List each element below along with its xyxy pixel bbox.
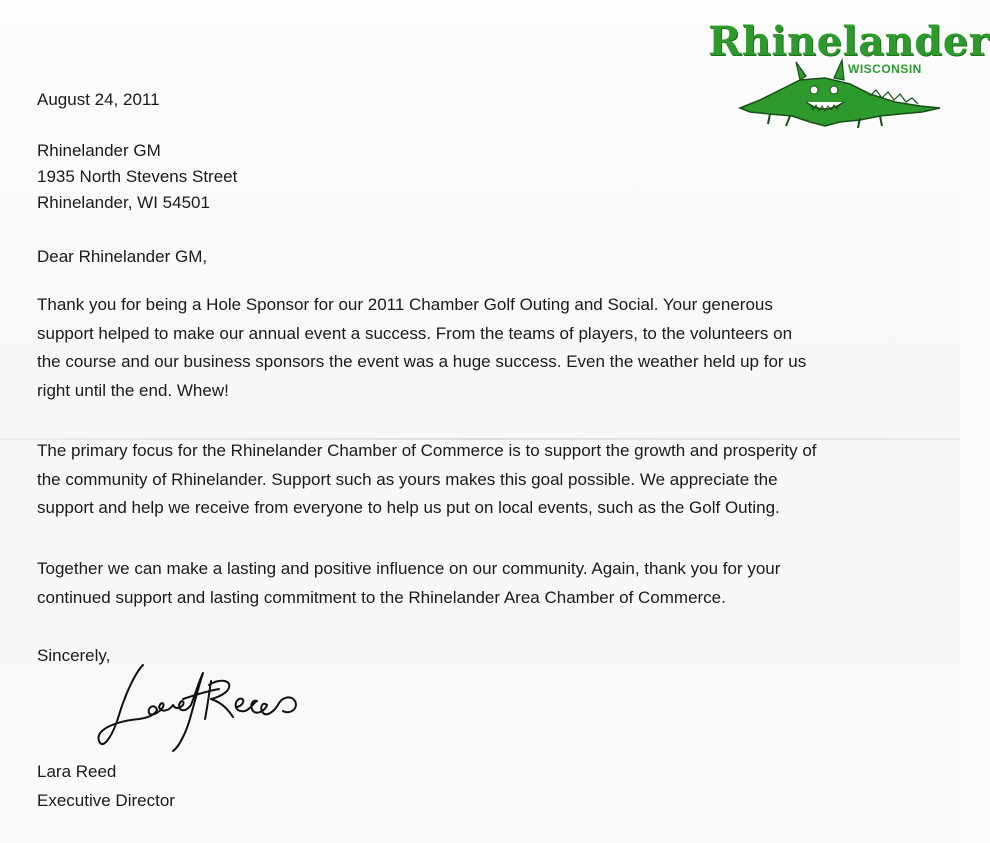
recipient-street: 1935 North Stevens Street bbox=[37, 167, 238, 186]
paragraph-line: Together we can make a lasting and positive influence on our community. Again, thank you for your bbox=[37, 559, 781, 578]
handwritten-signature bbox=[95, 655, 305, 760]
salutation: Dear Rhinelander GM, bbox=[37, 247, 208, 266]
paragraph-2 bbox=[37, 437, 817, 523]
recipient-city: Rhinelander, WI 54501 bbox=[37, 193, 210, 212]
recipient-name: Rhinelander GM bbox=[37, 141, 161, 160]
paragraph-line: support and help we receive from everyone to help us put on local events, such as the Golf Outing. bbox=[37, 498, 780, 517]
closing: Sincerely, bbox=[37, 646, 111, 665]
paragraph-line: support helped to make our annual event a success. From the teams of players, to the volunteers on bbox=[37, 323, 793, 343]
paragraph-line: the course and our business sponsors the event was a huge success. Even the weather held up for us bbox=[37, 352, 807, 371]
logo-name: Rhinelander bbox=[708, 18, 990, 65]
paragraph-3 bbox=[37, 555, 780, 612]
letterhead-logo bbox=[700, 18, 990, 130]
paragraph-line: The primary focus for the Rhinelander Chamber of Commerce is to support the growth and prosperity of bbox=[37, 441, 817, 460]
paragraph-1 bbox=[37, 291, 806, 405]
hodag-mascot-icon bbox=[730, 50, 945, 130]
signer-name: Lara Reed bbox=[37, 762, 117, 781]
paragraph-line: continued support and lasting commitment to the Rhinelander Area Chamber of Commerce. bbox=[37, 587, 726, 607]
paragraph-line: right until the end. Whew! bbox=[37, 380, 229, 400]
logo-state: WISCONSIN bbox=[848, 62, 922, 76]
signer-title: Executive Director bbox=[37, 791, 175, 810]
paragraph-line: Thank you for being a Hole Sponsor for our 2011 Chamber Golf Outing and Social. Your generous bbox=[37, 295, 773, 314]
letter-date: August 24, 2011 bbox=[37, 90, 160, 109]
paragraph-line: the community of Rhinelander. Support such as yours makes this goal possible. We appreciate the bbox=[37, 469, 778, 489]
